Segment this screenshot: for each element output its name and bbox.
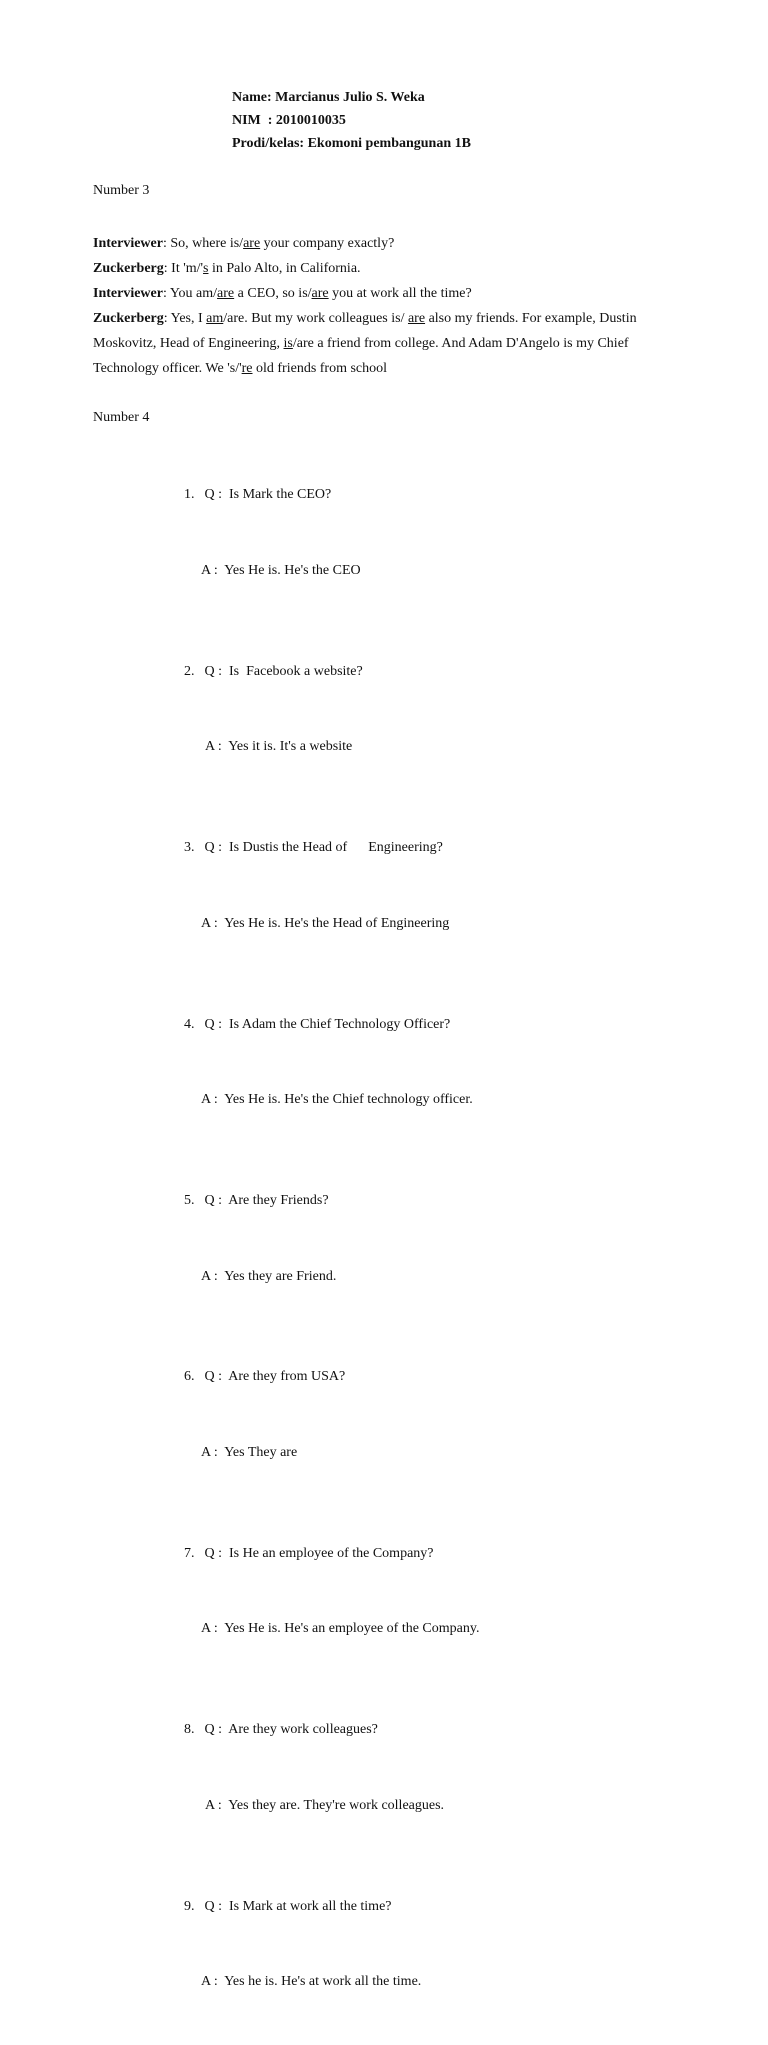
answer-row <box>184 1793 479 1818</box>
answer-row <box>184 1440 479 1465</box>
dialogue-text: old friends from school <box>252 361 388 376</box>
dialogue-turn <box>93 281 683 306</box>
answer-row <box>184 734 479 759</box>
dialogue-text: your company exactly? <box>260 236 395 251</box>
answer-text: A : Yes He is. He's the Head of Engineering <box>201 915 450 931</box>
underlined-answer: s <box>203 261 209 276</box>
underlined-answer: are <box>311 286 329 301</box>
answer-text: A : Yes He is. He's an employee of the Company. <box>201 1621 480 1637</box>
item-number: 9. <box>184 1898 195 1914</box>
question-row <box>184 1894 479 1919</box>
item-number: 8. <box>184 1722 195 1738</box>
speaker-name: Interviewer <box>93 236 163 251</box>
student-name: Name: Marcianus Julio S. Weka <box>232 90 425 105</box>
question-row <box>184 1717 479 1742</box>
student-nim: NIM : 2010010035 <box>232 113 346 128</box>
dialogue-text: you at work all the time? <box>328 286 472 301</box>
student-info-header <box>232 86 471 155</box>
underlined-answer: are <box>217 286 235 301</box>
dialogue-text: : So, where is/ <box>162 236 244 251</box>
question-text: Q : Are they Friends? <box>204 1192 329 1208</box>
item-number: 1. <box>184 487 195 503</box>
question-text: Q : Is Dustis the Head of Engineering? <box>204 840 443 856</box>
answer-row <box>184 911 479 936</box>
underlined-answer: are <box>243 236 261 251</box>
speaker-name: Interviewer <box>93 286 163 301</box>
dialogue-text: : You am/ <box>162 286 218 301</box>
student-program: Prodi/kelas: Ekomoni pembangunan 1B <box>232 136 471 151</box>
answer-text: A : Yes they are Friend. <box>201 1268 337 1284</box>
item-number: 2. <box>184 663 195 679</box>
answer-text: A : Yes He is. He's the Chief technology officer. <box>201 1092 473 1108</box>
question-text: Q : Is Mark at work all the time? <box>204 1898 392 1914</box>
question-row <box>184 482 479 507</box>
item-number: 7. <box>184 1545 195 1561</box>
dialogue-turn <box>93 306 683 381</box>
question-row <box>184 1012 479 1037</box>
question-row <box>184 659 479 684</box>
speaker-name: Zuckerberg <box>93 311 164 326</box>
underlined-answer: is <box>283 336 293 351</box>
answer-row <box>184 1969 479 1994</box>
question-text: Q : Is Mark the CEO? <box>204 487 332 503</box>
answer-text: A : Yes they are. They're work colleagues. <box>205 1797 445 1813</box>
question-text: Q : Are they from USA? <box>204 1369 346 1385</box>
item-number: 6. <box>184 1369 195 1385</box>
dialogue-text: in Palo Alto, in California. <box>208 261 361 276</box>
section-number-4-heading: Number 4 <box>93 410 150 425</box>
answer-text: A : Yes it is. It's a website <box>205 739 353 755</box>
answer-row <box>184 1616 479 1641</box>
underlined-answer: am <box>206 311 224 326</box>
section-number-3-heading: Number 3 <box>93 183 150 198</box>
question-text: Q : Is He an employee of the Company? <box>204 1545 434 1561</box>
question-text: Q : Is Facebook a website? <box>204 663 363 679</box>
answer-text: A : Yes They are <box>201 1444 298 1460</box>
underlined-answer: re <box>241 361 253 376</box>
question-row <box>184 1188 479 1213</box>
question-text: Q : Are they work colleagues? <box>204 1722 378 1738</box>
dialogue-text: : Yes, I <box>163 311 207 326</box>
item-number: 5. <box>184 1192 195 1208</box>
question-text: Q : Is Adam the Chief Technology Officer? <box>204 1016 451 1032</box>
answer-row <box>184 1087 479 1112</box>
speaker-name: Zuckerberg <box>93 261 164 276</box>
dialogue-text: /are. But my work colleagues is/ <box>223 311 408 326</box>
question-row <box>184 1364 479 1389</box>
answer-row <box>184 558 479 583</box>
item-number: 4. <box>184 1016 195 1032</box>
question-answer-list <box>184 432 479 2045</box>
question-row <box>184 1541 479 1566</box>
dialogue-turn <box>93 256 683 281</box>
interview-dialogue <box>93 231 683 381</box>
dialogue-turn <box>93 231 683 256</box>
question-row <box>184 835 479 860</box>
answer-text: A : Yes He is. He's the CEO <box>201 563 361 578</box>
dialogue-text: /are a friend from college. And Adam D'Angelo is my Chief Technology officer. We 's/' <box>93 336 629 376</box>
dialogue-text: also my friends. For example, Dustin Moskovitz, Head of Engineering, <box>93 311 637 351</box>
dialogue-text: a CEO, so is/ <box>234 286 312 301</box>
underlined-answer: are <box>407 311 426 326</box>
dialogue-text: : It 'm/' <box>163 261 204 276</box>
item-number: 3. <box>184 840 195 856</box>
answer-row <box>184 1264 479 1289</box>
answer-text: A : Yes he is. He's at work all the time. <box>201 1974 422 1990</box>
